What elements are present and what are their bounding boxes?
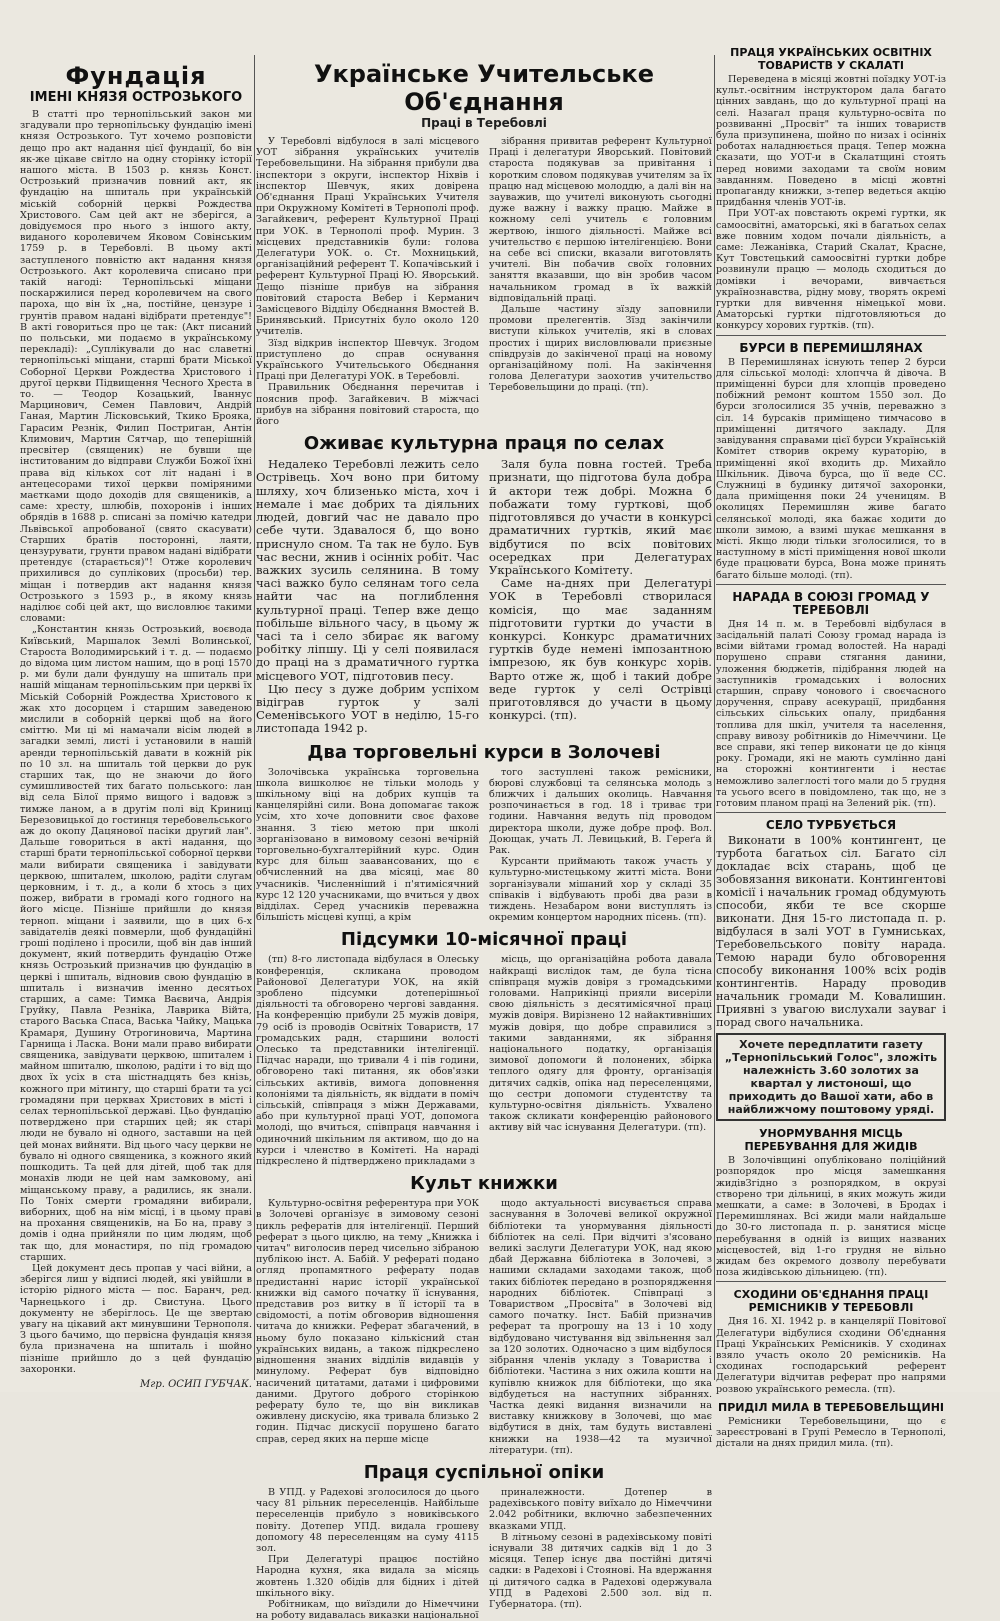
article-title: Праця суспільної опіки <box>363 1461 605 1483</box>
article-title: Українське Учительське Об'єднання <box>313 60 654 116</box>
paragraph: Культурно-освітня референтура при УОК в Золочеві організує в зимовому сезоні цикль рефератів для інтелігенції. Перший реферат з цього циклю, на тему „Книжка і читач" виголосив перед чисельно зібраною публікою інст. А. Бабій. У рефераті подано огляд пропамятного реферату подав предистанні нарис історії української книжки від самого початку її існування, представив роз витку в її історії та в свідомості, а потім обговорив відношення читача до книжки. Реферат збагачений, в ньому було показано кількісний стан українських видань, а також підкреслено відношення знаних відділів видавців у минулому. Реферат був відповідно насичений цитатами, датами і цифровими даними. Другого доброго сторінкою реферату було те, що він викликав оживлену дискусію, яка тривала близько 2 годин. Підчас дискусії порушено багато справ, серед яких на перше місце <box>256 1198 479 1445</box>
article-body <box>716 357 946 581</box>
paragraph: місць, що організаційна робота давала найкращі вислідок там, де була тісна співпраця мужів довіря з громадськими головами. Наприкінці прияли висеріли свою діяльність з десятимісячної праці мужів довіря. Вирізнено 12 найактивніших мужів довіря, що добре справилися з такими завданнями, як зібрання національного податку, організація зимової допомоги й полонених, збірка теплого одягу для фронту, організація дитячих садків, опіка над переселенцями, що сестри допомоги студентству та культурно-освітня діяльність. Ухвалено також скликати конференцію районового активу вій час існування Делегатури. (тп). <box>489 954 712 1134</box>
subscription-notice: Хочете передплатити газету „Тернопільський Голос", зложіть належність 3.60 золотих за квартал у листоноші, що приходить до Вашої хати, або в найближчому поштовому уряді. <box>716 1033 946 1121</box>
paragraph: Правильник Обєднання перечитав і пояснив проф. Загайкевич. В міжчасі прибув на зібрання повітовий староста, що його <box>256 382 479 428</box>
article-subtitle: ІМЕНІ КНЯЗЯ ОСТРОЗЬКОГО <box>29 90 243 105</box>
paragraph: Ремісники Теребовельщини, що є зареєстровані в Групі Ремесло в Тернополі, дістали на днях придил мила. (тп). <box>716 1415 946 1450</box>
paragraph: Робітникам, що виїздили до Німеччини на роботу видавалась виказки національної <box>256 1598 479 1621</box>
divider <box>716 1281 946 1282</box>
paragraph: Цю песу з дуже добрим успіхом відіграв гурток у залі Семенівського УОТ в неділю, 15-го листопада 1942 р. <box>256 681 479 736</box>
article-title: Культ книжки <box>410 1173 558 1195</box>
article-title: УНОРМУВАННЯ МІСЦЬ ПЕРЕБУВАННЯ ДЛЯ ЖИДІВ <box>744 1127 918 1154</box>
article-title: Підсумки 10-місячної праці <box>340 929 628 951</box>
paragraph: Дня 16. XI. 1942 р. в канцелярії Повітової Делегатури відбулися сходини Об'єднання Праці Українських Ремісників. У сходинах взяло участь около 20 ремісників. На сходинах господарський референт Делегатури відчитав реферат про напрями розвою українського ремесла. (тп). <box>716 1316 946 1395</box>
divider <box>716 812 946 813</box>
paragraph: В Перемишлянах існують тепер 2 бурси для сільської молоді: хлопчча й дівоча. В приміщенні бурси для хлопців проведено побіжний ремонт коштом 1550 зол. До бурси зголосилися 35 учнів, переважно з сіл. 14 бурсаків приміщено тимчасово в приміщенні дитячого закладу. Для завідування справами цієї бурси Українській Комітет створив окрему кураторію, в приміщенні якої входить др. Михайло Шкільник. Дівоча бурса, що її веде СС. Служниці в будинку дитячої захоронки, дала приміщення поки 24 ученицям. В околицях Перемишлян живе багато селянської молоді, яка бажає ходити до школи зимою, а взимі шукає мешкання в місті. Якщо люди тільки зголосилися, то в наступному в місті приміщення нової школи буде працювати бурса, Вона може принять багато більше молоді. (тп). <box>716 356 946 581</box>
article-body <box>256 954 712 1167</box>
left-column <box>20 40 252 1392</box>
paragraph: Виконати в 100% контингент, це турбота багатьох сіл. Багато сіл докладає всіх старань, щоб це зобовязання виконати. Контингентові комісії і начальник громад обдумують способи, якби те все скорше виконати. Дня 15-го листопада п. р. відбулася в залі УОТ в Гумниськах, Теребовельського повіту нарада. Темою наради було обговорення способу виконання 100% всіх родів контингентів. Нараду проводив начальник громади М. Ковалишин. Приявні з увагою вислухали зауваг і порад свого начальника. <box>716 834 946 1030</box>
article-title: ПРАЦЯ УКРАЇНСЬКИХ ОСВІТНІХ ТОВАРИСТВ У СКАЛАТІ <box>730 46 932 72</box>
paragraph: Саме на-днях при Делегатурі УОК в Теребовлі створилася комісія, що має заданням підготовити гуртки до участи в конкурсі. Конкурс драматичних гуртків буде немені імпозантною імпрезою, як був конкурс хорів. Варто отже ж, щоб і такий добре веде гурток у селі Острівці приготовлявся до участи в цьому конкурсі. (тп). <box>489 576 712 723</box>
paragraph: Курсанти приймають також участь у культурно-мистецькому житті міста. Вони зорганізували мішаний хор у складі 35 співаків і відбувають пробі два рази в тиждень. Незабаром вони виступлять із окремим концертом народних пісень. (тп). <box>489 856 712 924</box>
paragraph: В УПД. у Радехові зголосилося до цього часу 81 рільник переселенців. Найбільше переселенців прибуло з новиківського повіту. Дотепер УПД. видала грошеву допомогу 48 переселенцям на суму 4115 зол. <box>256 1486 479 1554</box>
paragraph: Цей документ десь пропав у часі війни, а зберігся лиш у відписі людей, які увійшли в історію рідного міста — пос. Баранч, ред. Чарнецького і др. Свистуна. Цього документу не зберіглось. Це ще звертаю увагу на цікавий акт минувшини Тернополя. З цього бачимо, що первісна фундація князя була призначена на шпиталь і шойно пізніше прийшло до з цей фундацію захоронки. <box>20 1262 252 1375</box>
article-body <box>716 1155 946 1278</box>
paragraph: Недалеко Теребовлі лежить село Острівець. Хоч воно при битому шляху, хоч близенько міста, хоч і немале і має добрих та діяльних людей, довгий час не давало про себе чути. Здавалося б, що воно приснуло сном. Та так не було. Був час весни, жнив і осінніх робіт. Час важких зусиль селянина. В тому часі важко було селянам того села найти час на поглиблення культурної праці. Тепер вже дещо побільше вільного часу, в цьому ж часі та і село збирає як вагому робітку ліпшу. Ці у селі появилася до праці на з драматичного гуртка місцевого УОТ, підготовив песу. <box>256 457 479 683</box>
paragraph: При УОТ-ах повстають окремі гуртки, як самоосвітні, аматорські, які в багатьох селах вже повним ходом почали діяльність, а саме: Лежанівка, Старий Скалат, Красне, Кут Товстецький самоосвітні гуртки добре розвинули працю — молодь сходиться до домівки і вечорами, вивчається українознавства, рідну мову, творять окремі гуртки для вивчення німецької мови. Аматорські гуртки підготовляються до конкурсу хорових гуртків. (тп). <box>716 208 946 332</box>
paragraph: „Константин князь Острозький, воєвода Київський, Маршалок Землі Волинської, Староста Володимирський і т. д. — подаємо до відома цим листом нашим, що в році 1570 р. ми були дали фундушу на шпиталь при нашій міщанам тернопільським при церкві їх Міській Соборній Рождества Христового к жак хто досорцем і старшим заведеною мислили в соборній церкві щоб на його сміттю. Ми ці мі намачали вісім людей в загадки землі, листі і установили в нашій аренди тернопільській давати в кожній рік по 10 зл. на шпиталь той церкви до рук старших так, що не знаючи до його сумишливостей тих багато польського: лан від села Білої прямо вищого і вадовж з тимже ланом, а в другім полі від Криниці Березовицької до гостинця теребовельського аж до окопу Дацянової пасіки другий лан". Дальше говориться в акті надання, що старші брати тернопільської соборної церкви мали вибирати священика і завідувати церквою, шпиталем, школою, радіти слугам церковним, і т. д., а коли б хтось з цих пожер, вибрати в громаді кого годного на його місце. Пізніше прийшли до князя терноп. міщани і заявили, що в цих 6-х завідателів деякі повмерли, щоб фундаційні гроші поділено і просили, щоб він дав інший документ, який потвердить фундацію Отже князь Острозький призначив цю фундацію в церкві і шпиталь, відновив свою фундацію в шпиталь і визначив іменно десятьох старших, а саме: Тимка Ваєвича, Андрія Груйку, Павла Резніка, Лаврика Війта, старого Васька Спаса, Васька Чайку, Мацька Крамаря, Душину Отрогиновича, Мартина Гарнища і Ласка. Вони мали право вибирати священика, завідувати церквою, шпиталем і майном шпиталю, школою, радіти і то від що двох їх усіх в ста шістнадцять без кнізь, кожного при мітингу, що старші брати та усі громадяни при церквах Христових в місті і селах тернопільської державі. Цьо фундацію потверджено при старших цей; як старі люди не бувало ні одного, заставши на цей цей монах вийняти. Від цього часу церкви не бувало ні одного священика, з кожного який пошкодить. Та цей для дітей, щоб так для монахів люди не цей нам замковому, ані міщанському праву, а радились, як знали. По Тоніх смерти громадяни вибирали, виборних, щоб на нім місці, і в цьому праві на прохання священиків, на Бо на, праву з домів і одна прийняли по цим людям, щоб так що, для монастиря, по під громадою старших. <box>20 624 252 1263</box>
article-body <box>716 74 946 332</box>
paragraph: Золочівська українська торговельна школа вишколює не тільки молодь у шкільному віці на добрих купців та канцелярійні сили. Вона допомагає також усім, хто хоче доповнити своє фахове знання. З тією метою при школі зорганізовано в вимовому сезоні вечірній торговельно-бухгалтерійний курс. Один курс для більш заавансованих, що є обчисленний на два місяці, має 80 учасників. Численніший і п'ятимісячний курс 12 120 учасниками, що вчиться у двох відділах. Серед учасників переважна більшість місцеві купці, а крім <box>256 766 479 924</box>
article-title: СХОДИНИ ОБ'ЄДНАННЯ ПРАЦІ РЕМІСНИКІВ У ТЕРЕБОВЛІ <box>733 1288 929 1315</box>
article-title: СЕЛО ТУРБУЄТЬСЯ <box>765 818 897 833</box>
article-body <box>716 1416 946 1450</box>
paragraph: В статті про тернопільський закон ми згадували про тернопільську фундацію імені князя Острозького. Тут хочемо розповісти дещо про акт надання цієї фундації, бо він як-же цікаве світло на одну сторінку історії нашого міста. В 1503 р. князь Конст. Острозький призначив повний акт, як фундацію на шпиталь при українській міській соборній церкві Рождества Христового. Сам цей акт не зберігся, а довідуємося про нього з іншого акту, виданого королевичем Яковом Совінським 1759 р. в Теребовлі. В цьому акті заступленого повністю акт надання князя Острозького. Акт королевича списано при такій нагоді: Тернопільські міщани поскаржилися перед королевичем на свого пароха, що він їх „на, постійне, цензуре і грунтів правом надані відібрати претендує"! В акті говориться про це так: (Акт писаний по польськи, ми подаємо в українському перекладі): „Суплікували до нас славетні тернопільські міщани, старші брати Міської Соборної Церкви Рождества Христового і другої церкви Підвищення Чесного Хреста в то. — Теодор Козацький, Іваннус Марцинович, Семен Павлович, Андрій Ганая, Мартин Лісковський, Ткико Брояка, Гарасим Резнік, Филип Постриган, Антін Климович, Мартин Сятчар, що теперішній пресвітер (священик) не бувши ще інститованим до відправи Служби Божої їхні права від кількох сот літ надані і в антецесорами тихої церкви поміряними маєтками щодо доходів для священиків, а саме: хресту, шлюбів, похоронів і інших обрядів в 1688 р. списані за помічю катедри Львівської апробованої (свято скасувати) Старших братів посторонні, лаяти, цензурувати, грунти правом надані відібрати претендує (старається)"! Отже королевич прихилився до суплікових (просьби) тер. міщан і потвердив акт надання князя Острозького з 1593 р., в якому князь наділює собі цей акт, що висловлює такими словами: <box>20 109 252 625</box>
paragraph: В Золочівщині опубліковано поліційний розпорядок про місця замешкання жидівЗгідно з розпорядком, в окрузі створено три дільниці, в яких можуть жиди мешкати, а саме: в Золочеві, в Бродах і Перемишлянах. Всі жиди мали найдальше до 30-го листопада п. р. занятися місце перебування в одній із вищих названих місцевостей, від 1-го грудня не вільно жидам без окремого дозволу перебувати поза жидівською дільницею. (тп). <box>716 1155 946 1279</box>
paragraph: В літньому сезоні в радехівському повіті існували 38 дитячих садків від 1 до 3 місяця. Тепер існує два постійні дитячі садки: в Радехові і Стоянові. На вдержання ці дитячого садка в Радехові одержувала УПД в Радехові 2.500 зол. від п. Губернатора. (тп). <box>489 1531 712 1610</box>
article-body <box>716 1316 946 1394</box>
paragraph: При Делегатурі працює постійно Народна кухня, яка видала за місяць жовтень 1.320 обідів для бідних і дітей шкільного віку. <box>256 1554 479 1599</box>
column-rule <box>714 55 715 1380</box>
paragraph: Переведена в місяці жовтні поїздку УОТ-із культ.-освітним інструктором дала багато цінних завдань, що до культурної праці на селі. Назагал праця культурно-освіта по розвиванні „Просвіт" та інших товариств була призупинена, шойно по низах і осінніх роботах наладнюється праця. Тепер можна сказати, що УОТ-и в Скалатщині стоять перед новими заходами та своїм новим завданням. Поведено в місці жовтні пропаганду книжки, з-тепер ведеться акцію придбання членів УОТ-ів. <box>716 74 947 209</box>
paragraph: приналежности. Дотепер в радехівського повіту виїхало до Німеччини 2.042 робітники, включно забезпеченних вказками УПД. <box>489 1486 712 1532</box>
paragraph: Зїзд відкрив інспектор Шевчук. Згодом приступлено до справ оснування Українського Учительського Обєднання Праці при Делегатурі УОК. в Теребовлі. <box>256 337 479 383</box>
paragraph: того заступлені також ремісники, бюрові службовці та селянська молодь з ближчих і дальших околиць. Навчання розпочинається в год. 18 і триває три години. Навчання ведуть під проводом директора школи, дуже добре проф. Вол. Доющак, учать Л. Левицький, В. Гереґа й Рак. <box>489 766 712 856</box>
divider <box>716 584 946 585</box>
article-title: Фундація <box>65 62 207 90</box>
paragraph: Заля була повна гостей. Треба признати, що підготова була добра й актори теж добрі. Можна б побажати тому гурткові, щоб підготовлявся до участи в конкурсі драматичних гуртків, який має відбутися по всіх повітових осередках при Делегатурах Українського Комітету. <box>489 457 712 577</box>
column-rule <box>254 55 255 1380</box>
author-signature: Мгр. ОСИП ГУБЧАК. <box>140 1378 252 1390</box>
article-body <box>256 767 712 924</box>
article-body <box>256 1198 712 1456</box>
article-title: Два торговельні курси в Золочеві <box>307 741 661 763</box>
middle-column <box>256 40 712 1621</box>
article-subtitle: Праці в Теребовлі <box>421 116 547 130</box>
article-body <box>256 458 712 735</box>
article-body <box>20 109 252 1375</box>
article-body <box>256 136 712 427</box>
article-title: ПРИДІЛ МИЛА В ТЕРЕБОВЕЛЬЩИНІ <box>717 1400 944 1414</box>
right-column <box>716 40 947 1450</box>
divider <box>716 335 946 336</box>
paragraph: (тп) 8-го листопада відбулася в Олеську конференція, скликана проводом Районової Делегатури УОК, на якій зроблено підсумки дотеперішньої діяльності та обговорено чергові завдання. На конференцію прибули 25 мужів довіря, 79 осіб із проводів Освітніх Товариств, 17 громадських радн, старшини волості Олесько та представники інтелігенції. Підчас наради, що тривали 4 і пів години, обговорено такі питання, як обов'язки сільських активів, вимога доповнення колоніями та діяльність, як віддати в поміч сільській, співпраця з міжн Державами, або при культурної праці УОТ, допомога молоді, що вчиться, співпраця навчання і одиночний шкільним ля активом, що до на курси і членство в Комітеті. На нараді підкреслено й підтверджено прикладами з <box>256 954 479 1168</box>
paragraph: У Теребовлі відбулося в залі місцевого УОТ зібрання українських учителів Теребовельщини. На зібрання прибули два інспектори з округи, інспектор Ніхвів і інспектор Шевчук, яких довірена Об'єднання Праці Українських Учителя при Окружному Комітеті в Тернополі проф. Загайкевич, референт Культурної Праці при УОК. в Тернополі проф. Мурин. З місцевих представників були: голова Делегатури УОК. о. Ст. Мохницький, організаційний референт Т. Копачівський і референт Культурної Праці Ю. Яворський. Дещо пізніше прибув на зібрання повітовий староста Вебер і Керманич Замісцевого Відділу Обєднання Вмостей В. Бринявський. Присутніх було около 120 учителів. <box>256 136 480 338</box>
article-title: НАРАДА В СОЮЗІ ГРОМАД У ТЕРЕБОВЛІ <box>732 589 930 617</box>
paragraph: зібрання привитав референт Культурної Праці і делегатури Яворський. Повітовий староста подякував за привітання і коротким словом подякував учителям за їх працю над місцевою молоддю, а далі він на зауважив, що учителі виконують сьогодні дуже важну і важку працю. Майже в кожному селі учитель є головним жертвою, іншого діяльності. Майже всі учительство є першою інтелігенцією. Вони на себе всі списки, вказали виготовлять учителі. Він побачив своїх головних заняття вказавши, що він зробив часом начальником громад в їх важкій відповідальній праці. <box>489 136 712 304</box>
paragraph: щодо актуальності висувається справа заснування в Золочеві великої окружної бібліотеки та унормування діяльності бібліотек на селі. При відчиті з'ясовано великі заслуги Делегатури УОК, над якою дбай Державна бібліотека в Золочеві, з нашими складами заходами також, щоб таких бібліотек передано в розпорядження народних бібліотек. Співпраці з Товариством „Просвіта" в Золочеві від самого початку. Інст. Бабій призначив реферат та прогрошу на 13 і 10 ходу відбудовано чистування від звільнення зал за 120 золотих. Одночасно з цим відбулося зібрання членів укладу з Товариства і бібліотеки. Частина з них ожила кошти на купівлю книжок для бібліотеки, що яка відбудеться на наступних зібраннях. Частка деякі видання визначили на виставку книжкову в Золочеві, що має відбутися в дніх, там будуть виставлені книжки на 1938—42 та музичної літератури. (тп). <box>489 1198 712 1456</box>
article-title: БУРСИ В ПЕРЕМИШЛЯНАХ <box>739 340 923 355</box>
article-title: Оживає культурна праця по селах <box>303 433 665 455</box>
paragraph: Дня 14 п. м. в Теребовлі відбулася в засідальній палаті Союзу громад нарада із всіми війтами громад волостей. На нараді порушено справи стягання данини, уложення бюджетів, підібрання людей на заступників громадських і волосних старшин, справу чонового і своєчасного доручення, справу асекурації, придбання сільських сільських опалу, придбання топлива для шкіл, учителя та населення, справу вивозу робітників до Німеччини. Це все справи, які тепер виконати це до кінця року. Громади, які не мають сумлінно дані на сторожні контингенти і нестає неможливо залеглості того мали до 5 грудня та усього всего в повідомлено, так що, не з готовим планом праці на Зелений рік. (тп). <box>716 618 946 809</box>
article-body <box>256 1487 712 1621</box>
article-body <box>716 619 946 809</box>
paragraph: Дальше частину зїзду заповнили промови прелегентів. Зїзд закінчили виступи кількох учителів, які в словах простих і щирих висловлювали приєзные співдрузів до закінченої праці на новому організаційному полі. На закінчення голова Делегатури заохотив учительство Теребовельщини до праці. (тп). <box>489 304 712 394</box>
article-body <box>716 834 946 1029</box>
